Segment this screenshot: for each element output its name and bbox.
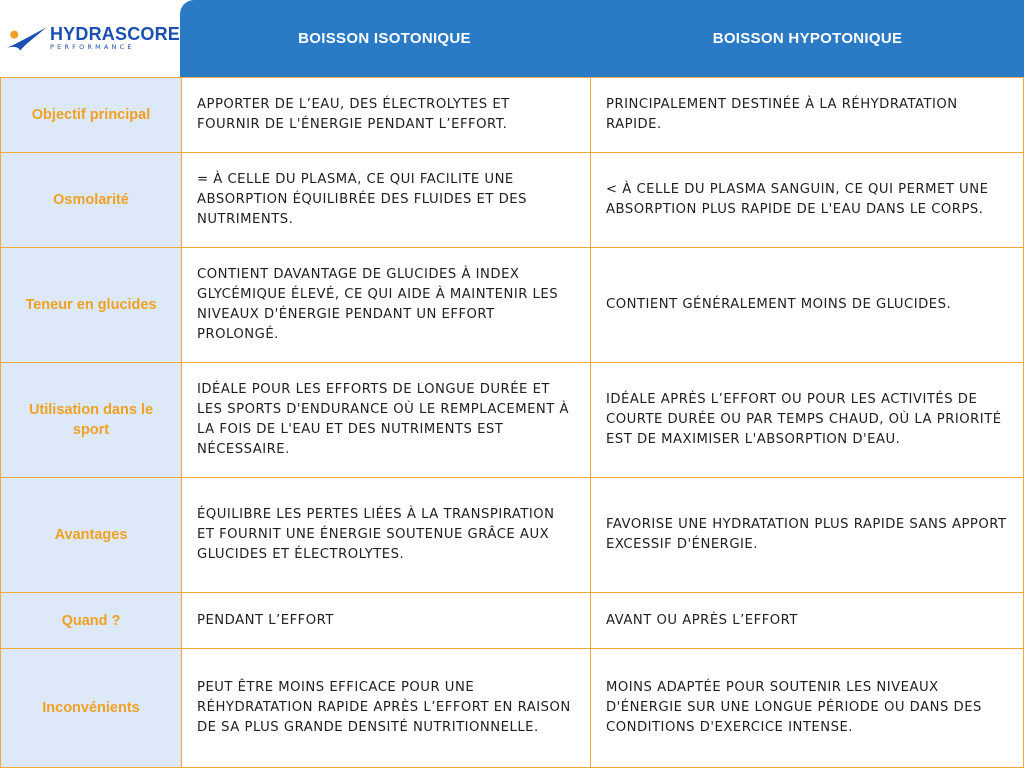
cell-isotonique: PEUT ÊTRE MOINS EFFICACE POUR UNE RÉHYDRATATION RAPIDE APRÈS L’EFFORT EN RAISON DE SA PLUS GRANDE DENSITÉ NUTRITIONNELLE. — [182, 649, 591, 768]
cell-isotonique: PENDANT L’EFFORT — [182, 593, 591, 649]
table-row — [0, 248, 1024, 363]
table-row — [0, 77, 1024, 153]
cell-hypotonique: MOINS ADAPTÉE POUR SOUTENIR LES NIVEAUX D'ÉNERGIE SUR UNE LONGUE PÉRIODE OU DANS DES CONDITIONS D'EXERCICE INTENSE. — [591, 649, 1024, 768]
row-label: Objectif principal — [0, 78, 182, 153]
row-label: Teneur en glucides — [0, 248, 182, 363]
row-label: Inconvénients — [0, 649, 182, 768]
table-row — [0, 478, 1024, 593]
table-row — [0, 593, 1024, 649]
row-label: Utilisation dans le sport — [0, 363, 182, 478]
logo — [0, 0, 180, 77]
cell-hypotonique: < À CELLE DU PLASMA SANGUIN, CE QUI PERMET UNE ABSORPTION PLUS RAPIDE DE L'EAU DANS LE CORPS. — [591, 153, 1024, 248]
header-hypotonique: BOISSON HYPOTONIQUE — [712, 30, 903, 47]
cell-hypotonique: IDÉALE APRÈS L’EFFORT OU POUR LES ACTIVITÉS DE COURTE DURÉE OU PAR TEMPS CHAUD, OÙ LA PRIORITÉ EST DE MAXIMISER L'ABSORPTION D'EAU. — [591, 363, 1024, 478]
row-label: Avantages — [0, 478, 182, 593]
table-row — [0, 363, 1024, 478]
row-label: Osmolarité — [0, 153, 182, 248]
table-row — [0, 649, 1024, 768]
cell-isotonique: APPORTER DE L’EAU, DES ÉLECTROLYTES ET FOURNIR DE L'ÉNERGIE PENDANT L’EFFORT. — [182, 78, 591, 153]
cell-hypotonique: FAVORISE UNE HYDRATATION PLUS RAPIDE SANS APPORT EXCESSIF D'ÉNERGIE. — [591, 478, 1024, 593]
cell-isotonique: IDÉALE POUR LES EFFORTS DE LONGUE DURÉE ET LES SPORTS D'ENDURANCE OÙ LE REMPLACEMENT À LA FOIS DE L'EAU ET DES NUTRIMENTS EST NÉCESSAIRE. — [182, 363, 591, 478]
cell-isotonique: ÉQUILIBRE LES PERTES LIÉES À LA TRANSPIRATION ET FOURNIT UNE ÉNERGIE SOUTENUE GRÂCE AUX GLUCIDES ET ÉLECTROLYTES. — [182, 478, 591, 593]
header-isotonique: BOISSON ISOTONIQUE — [298, 30, 471, 47]
table-row — [0, 153, 1024, 248]
cell-hypotonique: AVANT OU APRÈS L’EFFORT — [591, 593, 1024, 649]
logo-subtitle: PERFORMANCE — [49, 43, 135, 51]
logo-name: HYDRASCORE — [49, 24, 180, 44]
table-header — [180, 0, 1024, 77]
cell-hypotonique: PRINCIPALEMENT DESTINÉE À LA RÉHYDRATATION RAPIDE. — [591, 78, 1024, 153]
cell-isotonique: CONTIENT DAVANTAGE DE GLUCIDES À INDEX GLYCÉMIQUE ÉLEVÉ, CE QUI AIDE À MAINTENIR LES NIVEAUX D'ÉNERGIE PENDANT UN EFFORT PROLONGÉ. — [182, 248, 591, 363]
cell-isotonique: = À CELLE DU PLASMA, CE QUI FACILITE UNE ABSORPTION ÉQUILIBRÉE DES FLUIDES ET DES NUTRIMENTS. — [182, 153, 591, 248]
cell-hypotonique: CONTIENT GÉNÉRALEMENT MOINS DE GLUCIDES. — [591, 248, 1024, 363]
row-label: Quand ? — [0, 593, 182, 649]
hydrascore-swoosh-icon — [4, 19, 48, 59]
